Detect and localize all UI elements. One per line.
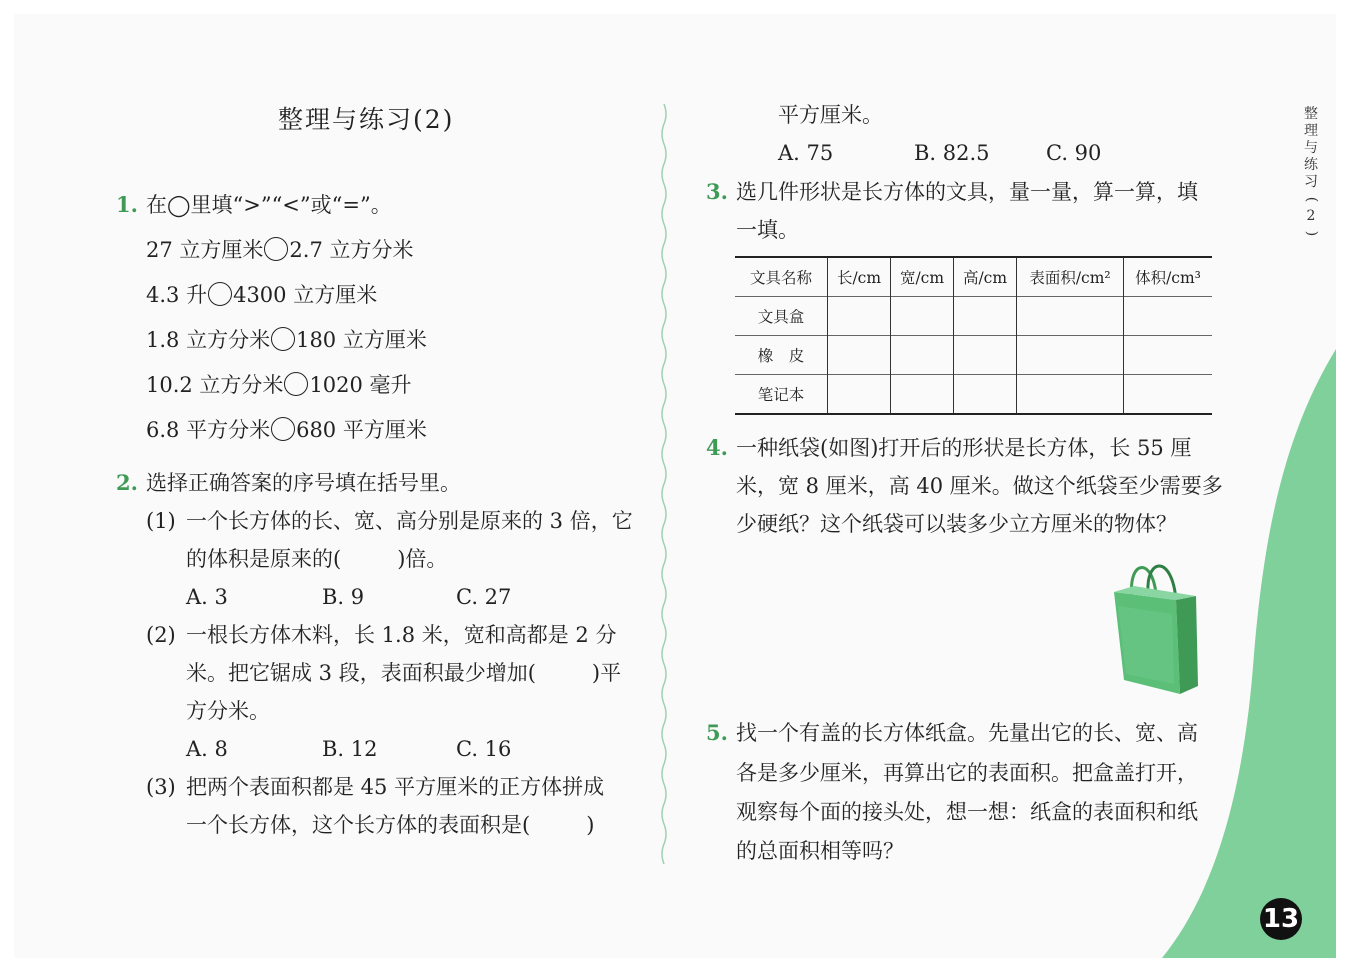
table-header: 文具名称 xyxy=(735,257,828,297)
q2-sub2-line2: 米。把它锯成 3 段，表面积最少增加( )平 xyxy=(186,661,622,685)
q2-sub2-line1: 一根长方体木料，长 1.8 米，宽和高都是 2 分 xyxy=(186,623,617,647)
answer-circle[interactable] xyxy=(271,327,295,351)
q1-item: 1.8 立方分米 180 立方厘米 xyxy=(146,328,427,352)
table-cell[interactable] xyxy=(1017,297,1124,336)
q4-line3: 少硬纸？这个纸袋可以装多少立方厘米的物体？ xyxy=(736,512,1177,536)
table-cell[interactable] xyxy=(954,297,1017,336)
side-section-label: 整 理 与 练 习 ( 2 ) xyxy=(1303,106,1320,237)
table-cell[interactable] xyxy=(1124,375,1213,415)
stationery-table xyxy=(735,256,1212,415)
table-cell[interactable] xyxy=(1017,375,1124,415)
q4-number: 4. xyxy=(706,435,728,460)
q3-line2: 一填。 xyxy=(736,218,799,242)
table-cell[interactable] xyxy=(891,375,954,415)
table-cell[interactable] xyxy=(891,297,954,336)
table-cell[interactable] xyxy=(954,336,1017,375)
row-label: 文具盒 xyxy=(735,297,828,336)
workbook-page xyxy=(14,14,1336,958)
q2-sub1-option-b: B. 9 xyxy=(322,585,365,609)
page-title: 整理与练习(2) xyxy=(278,105,455,134)
table-header: 高/cm xyxy=(954,257,1017,297)
q2-sub3-line2: 一个长方体，这个长方体的表面积是( ) xyxy=(186,813,595,837)
q5-line3: 观察每个面的接头处，想一想：纸盒的表面积和纸 xyxy=(736,800,1198,824)
q2-sub1-option-a: A. 3 xyxy=(186,585,228,609)
q1-item: 4.3 升 4300 立方厘米 xyxy=(146,283,378,307)
q2-sub3-option-b: B. 82.5 xyxy=(914,141,990,165)
q5-line2: 各是多少厘米，再算出它的表面积。把盒盖打开， xyxy=(736,761,1198,785)
q4-line1: 一种纸袋(如图)打开后的形状是长方体，长 55 厘 xyxy=(736,436,1192,460)
table-cell[interactable] xyxy=(1124,336,1213,375)
q2-sub1-line2: 的体积是原来的( )倍。 xyxy=(186,547,448,571)
q2-sub2-option-c: C. 16 xyxy=(456,737,512,761)
answer-circle[interactable] xyxy=(264,237,288,261)
table-row xyxy=(735,297,1212,336)
q1-item: 6.8 平方分米 680 平方厘米 xyxy=(146,418,427,442)
table-cell[interactable] xyxy=(1017,336,1124,375)
q5-line1: 找一个有盖的长方体纸盒。先量出它的长、宽、高 xyxy=(736,721,1198,745)
q1-number: 1. xyxy=(116,192,138,217)
table-cell[interactable] xyxy=(1124,297,1213,336)
table-row xyxy=(735,336,1212,375)
q2-sub1-option-c: C. 27 xyxy=(456,585,512,609)
q1-item: 27 立方厘米 2.7 立方分米 xyxy=(146,238,414,262)
q2-sub1-num: (1) xyxy=(146,509,176,533)
q3-number: 3. xyxy=(706,179,728,204)
table-cell[interactable] xyxy=(954,375,1017,415)
q5-line4: 的总面积相等吗？ xyxy=(736,839,904,863)
q2-sub3-option-a: A. 75 xyxy=(778,141,834,165)
q2-sub3-line1: 把两个表面积都是 45 平方厘米的正方体拼成 xyxy=(186,775,605,799)
q2-sub2-option-b: B. 12 xyxy=(322,737,378,761)
q2-number: 2. xyxy=(116,470,138,495)
row-label: 橡 皮 xyxy=(735,336,828,375)
table-cell[interactable] xyxy=(828,297,891,336)
table-header: 表面积/cm² xyxy=(1017,257,1124,297)
table-header: 体积/cm³ xyxy=(1135,269,1201,287)
table-cell[interactable] xyxy=(828,375,891,415)
q2-sub2-option-a: A. 8 xyxy=(186,737,228,761)
table-header: 宽/cm xyxy=(891,257,954,297)
answer-circle[interactable] xyxy=(284,372,308,396)
row-label: 笔记本 xyxy=(735,375,828,415)
q2-sub3-option-c: C. 90 xyxy=(1046,141,1102,165)
page-number-badge: 13 xyxy=(1260,898,1302,940)
q2-sub3-line3: 平方厘米。 xyxy=(778,103,883,127)
q5-number: 5. xyxy=(706,720,728,745)
q2-sub2-line3: 方分米。 xyxy=(186,699,270,723)
table-cell[interactable] xyxy=(828,336,891,375)
q2-prompt: 选择正确答案的序号填在括号里。 xyxy=(146,471,461,495)
q2-sub2-num: (2) xyxy=(146,623,176,647)
table-header: 长/cm xyxy=(828,257,891,297)
table-row xyxy=(735,375,1212,415)
q4-line2: 米，宽 8 厘米，高 40 厘米。做这个纸袋至少需要多 xyxy=(736,474,1223,498)
paper-bag-illustration xyxy=(1110,556,1202,698)
q1-prompt: 在◯里填“>”“<”或“=”。 xyxy=(146,193,392,217)
q3-line1: 选几件形状是长方体的文具，量一量，算一算，填 xyxy=(736,180,1198,204)
answer-circle[interactable] xyxy=(208,282,232,306)
q1-item: 10.2 立方分米 1020 毫升 xyxy=(146,373,412,397)
table-cell[interactable] xyxy=(891,336,954,375)
table-header-row xyxy=(735,257,1212,297)
q2-sub1-line1: 一个长方体的长、宽、高分别是原来的 3 倍，它 xyxy=(186,509,633,533)
column-divider xyxy=(660,104,668,864)
answer-circle[interactable] xyxy=(271,417,295,441)
q2-sub3-num: (3) xyxy=(146,775,176,799)
